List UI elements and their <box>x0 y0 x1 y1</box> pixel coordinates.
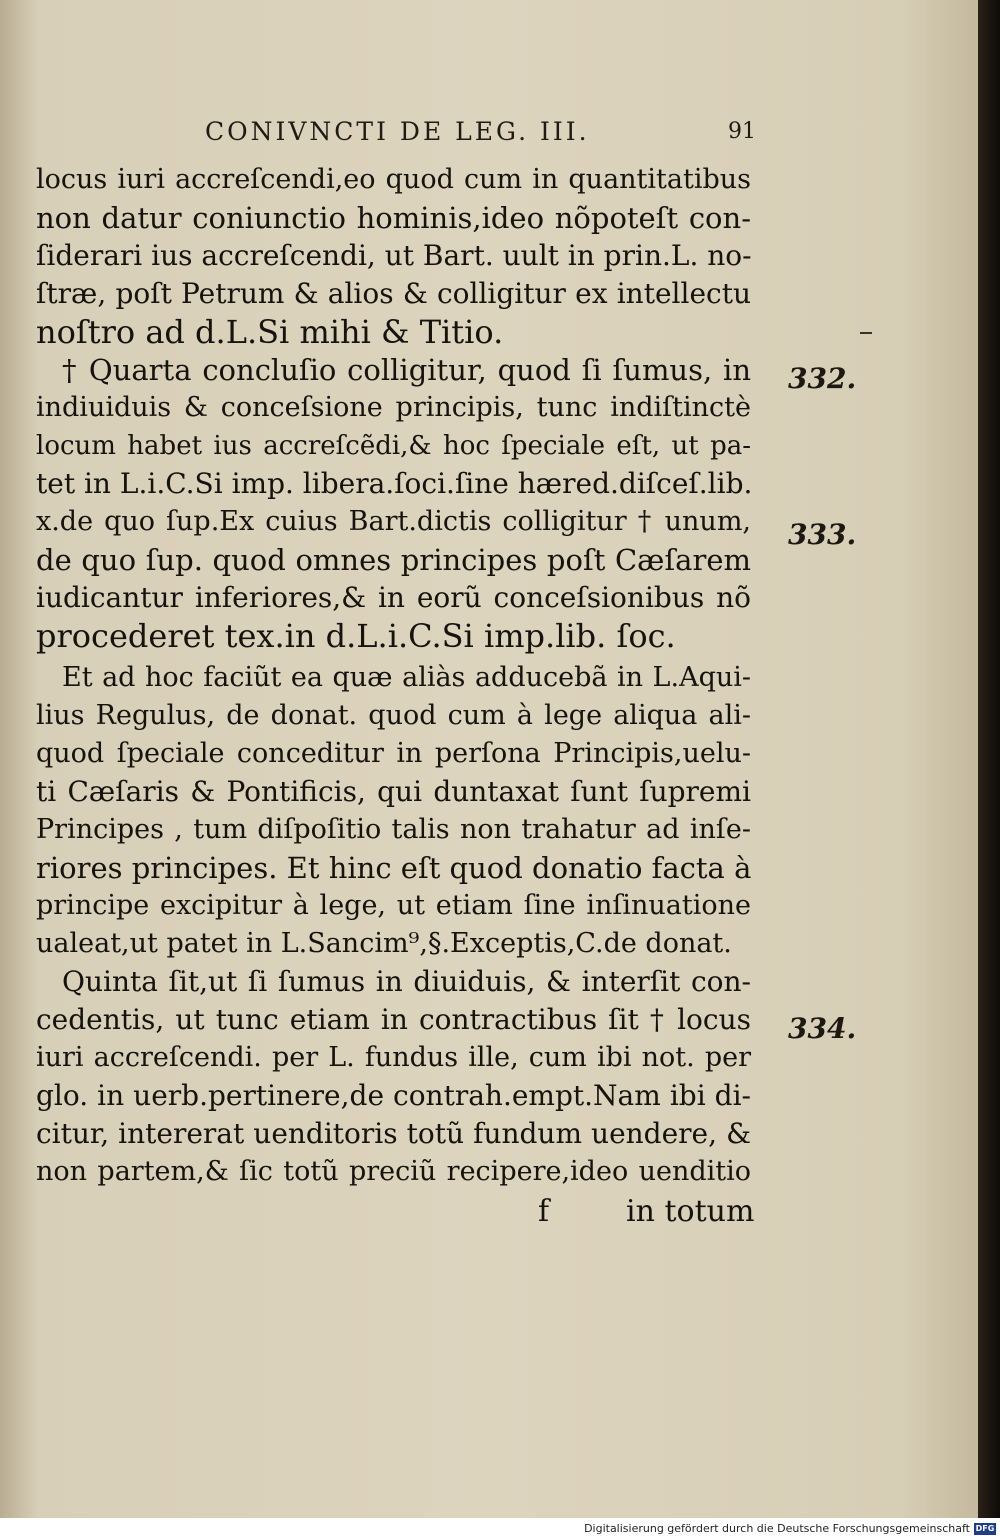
text-line: iuri accreſcendi. per L. fundus ille, cum ibi not. per <box>36 1042 751 1073</box>
text-line: ſtræ, poſt Petrum & alios & colligitur ex intellectu <box>36 277 751 310</box>
text-line: x.de quo ſup.Ex cuius Bart.dictis colligitur † unum, <box>36 506 751 537</box>
text-line: de quo ſup. quod omnes principes poſt Cæſarem <box>36 543 751 577</box>
margin-mark <box>860 332 872 334</box>
text-line: non datur coniunctio hominis,ideo nõpoteſt con- <box>36 201 751 235</box>
text-line: locus iuri accreſcendi,eo quod cum in quantitatibus <box>36 164 751 195</box>
text-line: locum habet ius accreſcẽdi,& hoc ſpeciale eſt, ut pa- <box>36 431 751 461</box>
text-line: ti Cæſaris & Pontificis, qui duntaxat ſunt ſupremi <box>36 775 751 808</box>
text-line: citur, intererat uenditoris totũ fundum uendere, & <box>36 1117 751 1150</box>
text-line: Et ad hoc faciũt ea quæ aliàs adducebã in L.Aqui- <box>62 662 751 693</box>
margin-note: 334. <box>788 1012 857 1045</box>
text-line: Quinta ſit,ut ſi ſumus in diuiduis, & interſit con- <box>62 965 751 998</box>
text-line: indiuiduis & conceſsione principis, tunc indiſtinctè <box>36 392 751 423</box>
text-line: ſiderari ius accreſcendi, ut Bart. uult in prin.L. no- <box>36 239 752 272</box>
footer-credit: Digitalisierung gefördert durch die Deutsche Forschungsgemeinschaft <box>584 1522 970 1535</box>
text-line: lius Regulus, de donat. quod cum à lege aliqua ali- <box>36 700 751 731</box>
text-line: ualeat,ut patet in L.Sancim⁹,§.Exceptis,C.de donat. <box>36 928 732 959</box>
text-line: non partem,& ſic totũ preciũ recipere,ideo uenditio <box>36 1156 751 1187</box>
text-line: † Quarta concluſio colligitur, quod ſi ſumus, in <box>62 353 751 387</box>
catchword: in totum <box>626 1194 755 1229</box>
margin-note: 333. <box>788 518 857 551</box>
dfg-logo-icon: DFG <box>975 1524 995 1533</box>
text-line: cedentis, ut tunc etiam in contractibus ſit † locus <box>36 1003 751 1036</box>
text-line: quod ſpeciale conceditur in perſona Principis,uelu- <box>36 738 751 769</box>
text-line: riores principes. Et hinc eſt quod donatio facta à <box>36 851 752 885</box>
text-line: procederet tex.in d.L.i.C.Si imp.lib. ſoc. <box>36 617 676 655</box>
page-edge-shadow <box>978 0 1000 1518</box>
text-line: Principes , tum diſpoſitio talis non trahatur ad inſe- <box>36 814 751 845</box>
margin-note: 332. <box>788 362 857 395</box>
text-line: glo. in uerb.pertinere,de contrah.empt.Nam ibi di- <box>36 1079 751 1112</box>
page-number: 91 <box>728 119 756 144</box>
text-line: tet in L.i.C.Si imp. libera.ſoci.ſine hæred.diſceſ.lib. <box>36 467 753 500</box>
text-line: noſtro ad d.L.Si mihi & Titio. <box>36 313 504 351</box>
text-line: iudicantur inferiores,& in eorũ conceſsionibus nõ <box>36 581 751 614</box>
text-line: principe excipitur à lege, ut etiam ſine inſinuatione <box>36 890 751 921</box>
signature-mark: f <box>538 1194 550 1229</box>
running-title: CONIVNCTI DE LEG. III. <box>205 117 590 146</box>
